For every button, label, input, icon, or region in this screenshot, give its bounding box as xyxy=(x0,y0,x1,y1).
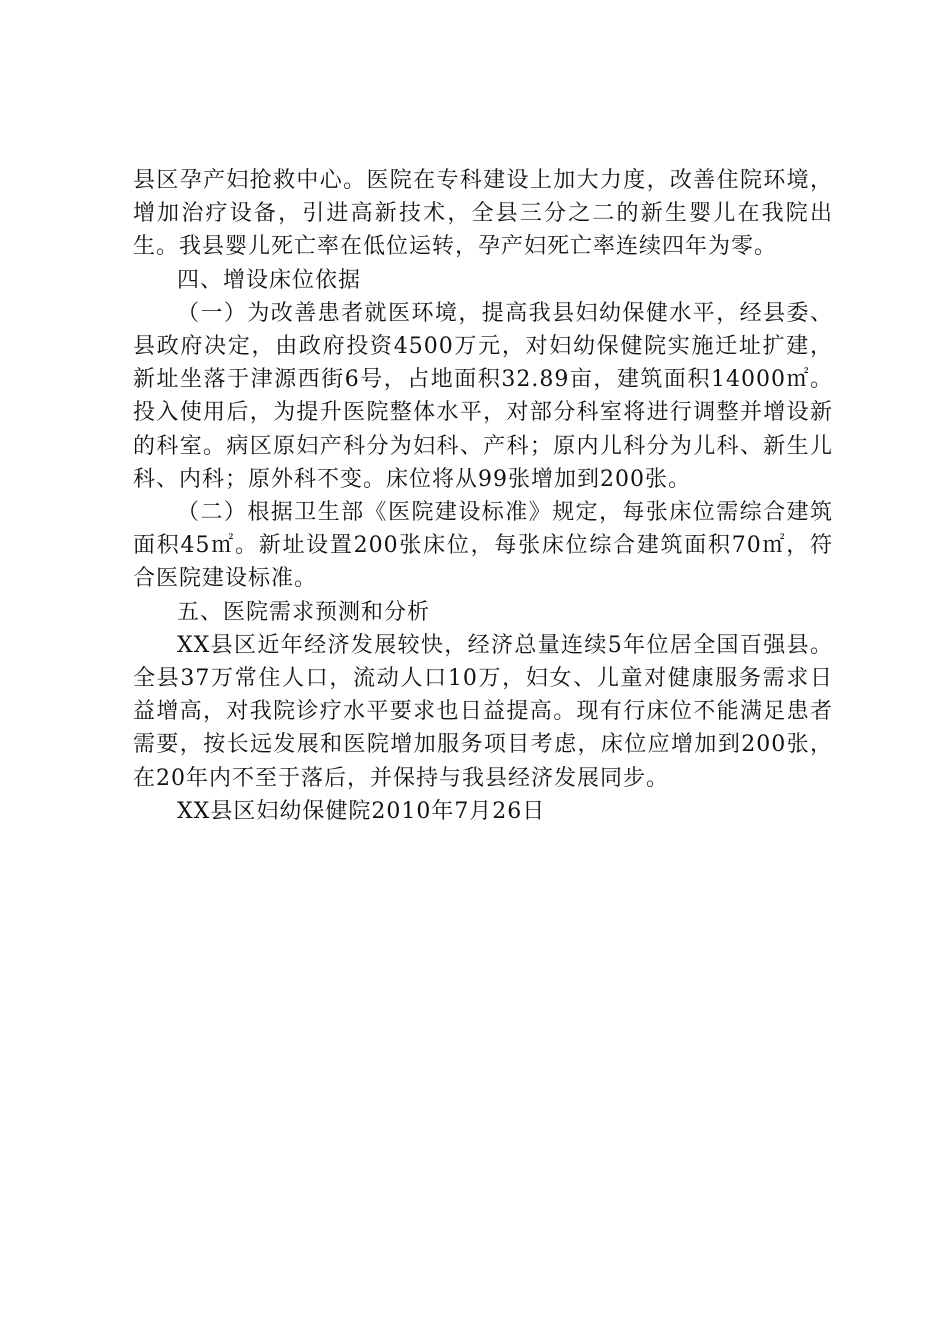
body-paragraph-demand-analysis: XX县区近年经济发展较快，经济总量连续5年位居全国百强县。全县37万常住人口，流动人口10万，妇女、儿童对健康服务需求日益增高，对我院诊疗水平要求也日益提高。现有行床位不能满足患者需要，按长远发展和医院增加服务项目考虑，床位应增加到200张，在20年内不至于落后，并保持与我县经济发展同步。 xyxy=(133,632,833,791)
body-paragraph-relocation: （一）为改善患者就医环境，提高我县妇幼保健水平，经县委、县政府决定，由政府投资4500万元，对妇幼保健院实施迁址扩建，新址坐落于津源西街6号，占地面积32.89亩，建筑面积14000㎡。投入使用后，为提升医院整体水平，对部分科室将进行调整并增设新的科室。病区原妇产科分为妇科、产科；原内儿科分为儿科、新生儿科、内科；原外科不变。床位将从99张增加到200张。 xyxy=(133,300,833,492)
section-heading-bed-basis: 四、增设床位依据 xyxy=(177,267,362,293)
document-page xyxy=(133,164,833,828)
body-paragraph-construction-standard: （二）根据卫生部《医院建设标准》规定，每张床位需综合建筑面积45㎡。新址设置200张床位，每张床位综合建筑面积70㎡，符合医院建设标准。 xyxy=(133,500,833,592)
body-paragraph-hospital-overview: 县区孕产妇抢救中心。医院在专科建设上加大力度，改善住院环境，增加治疗设备，引进高新技术，全县三分之二的新生婴儿在我院出生。我县婴儿死亡率在低位运转，孕产妇死亡率连续四年为零。 xyxy=(133,168,833,260)
section-heading-demand-forecast: 五、医院需求预测和分析 xyxy=(177,599,431,625)
signature-date-line: XX县区妇幼保健院2010年7月26日 xyxy=(177,798,546,824)
